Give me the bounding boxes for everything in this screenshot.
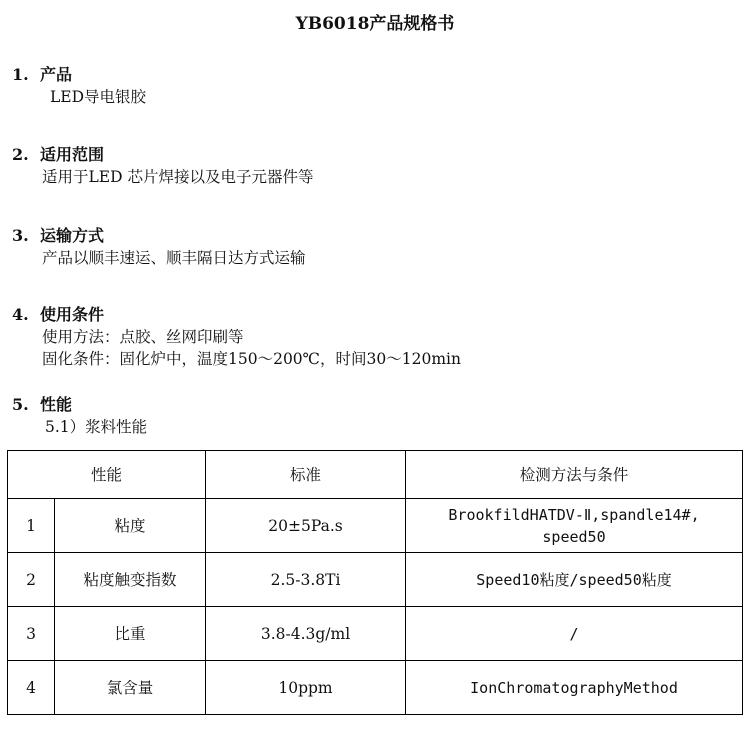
- curing-condition-text: 固化条件：固化炉中，温度150～200℃，时间30～120min: [42, 350, 461, 368]
- section-text: 适用于LED 芯片焊接以及电子元器件等: [42, 168, 314, 186]
- section-performance: [12, 394, 72, 416]
- test-method-line: speed50: [542, 527, 606, 546]
- section-number: 4.: [12, 305, 29, 324]
- section-application-scope: [12, 144, 313, 188]
- test-method: /: [406, 607, 743, 661]
- test-method-line: BrookfildHATDV-Ⅱ,spandle14#,: [448, 505, 700, 524]
- section-shipping: [12, 225, 306, 269]
- property-name: 粘度触变指数: [55, 553, 206, 607]
- standard-value: 3.8-4.3g/ml: [206, 607, 406, 661]
- table-header-row: [8, 451, 743, 499]
- section-heading: [12, 394, 72, 416]
- section-number: 1.: [12, 65, 29, 84]
- table-row: [8, 661, 743, 715]
- property-name: 比重: [55, 607, 206, 661]
- performance-table: [7, 450, 743, 715]
- row-index: 1: [8, 499, 55, 553]
- section-number: 5.: [12, 395, 29, 414]
- row-index: 4: [8, 661, 55, 715]
- table-row: [8, 499, 743, 553]
- header-test-method: 检测方法与条件: [406, 451, 743, 499]
- section-number: 2.: [12, 145, 29, 164]
- standard-value: 2.5-3.8Ti: [206, 553, 406, 607]
- header-property: 性能: [8, 451, 206, 499]
- section-usage-conditions: [12, 304, 461, 370]
- section-text: LED导电银胶: [50, 88, 147, 106]
- header-standard: 标准: [206, 451, 406, 499]
- standard-value: 10ppm: [206, 661, 406, 715]
- section-title: 适用范围: [40, 145, 105, 164]
- section-title: 运输方式: [40, 226, 105, 245]
- document-title: YB6018产品规格书: [295, 14, 455, 34]
- section-text: 产品以顺丰速运、顺丰隔日达方式运输: [42, 249, 306, 267]
- section-heading: [12, 225, 306, 247]
- property-name: 粘度: [55, 499, 206, 553]
- subsection-title: 5.1）浆料性能: [45, 418, 148, 436]
- test-method: Speed10粘度/speed50粘度: [406, 553, 743, 607]
- table-row: [8, 553, 743, 607]
- table-row: [8, 607, 743, 661]
- section-product: [12, 64, 146, 108]
- section-title: 产品: [40, 65, 73, 84]
- section-heading: [12, 304, 461, 326]
- row-index: 3: [8, 607, 55, 661]
- section-heading: [12, 64, 146, 86]
- section-title: 性能: [40, 395, 73, 414]
- section-heading: [12, 144, 313, 166]
- property-name: 氯含量: [55, 661, 206, 715]
- test-method: [406, 499, 743, 553]
- test-method: IonChromatographyMethod: [406, 661, 743, 715]
- row-index: 2: [8, 553, 55, 607]
- standard-value: 20±5Pa.s: [206, 499, 406, 553]
- section-title: 使用条件: [40, 305, 105, 324]
- usage-method-text: 使用方法：点胶、丝网印刷等: [42, 328, 244, 346]
- section-number: 3.: [12, 226, 29, 245]
